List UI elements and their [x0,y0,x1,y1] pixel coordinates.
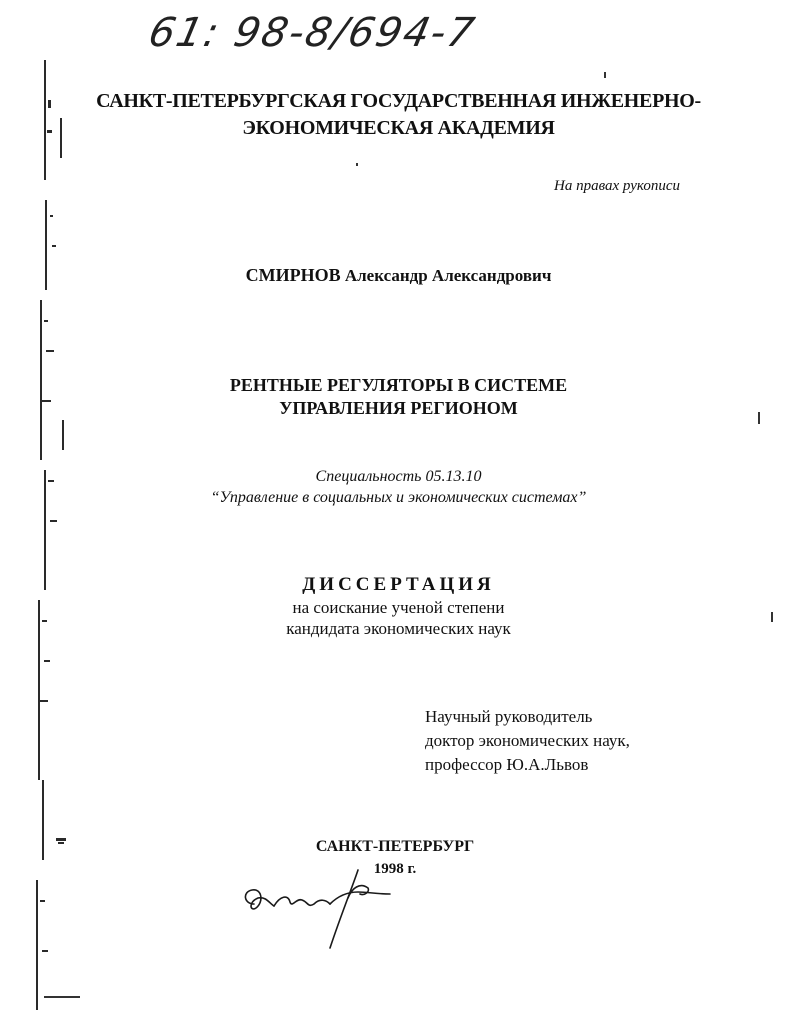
degree-line-1: на соискание ученой степени [292,598,505,617]
supervisor-line-2: доктор экономических наук, [425,731,630,750]
institution-line-1: САНКТ-ПЕТЕРБУРГСКАЯ ГОСУДАРСТВЕННАЯ ИНЖЕНЕРНО- [96,90,701,112]
institution-line-2: ЭКОНОМИЧЕСКАЯ АКАДЕМИЯ [242,117,555,139]
institution-name [60,88,737,142]
author-surname: СМИРНОВ [245,265,341,285]
year: 1998 г. [373,861,417,877]
title-line-2: УПРАВЛЕНИЯ РЕГИОНОМ [279,398,518,418]
specialty-code: Специальность 05.13.10 [315,468,482,485]
specialty-block [60,466,737,508]
supervisor-block [425,705,725,777]
degree-line-2: кандидата экономических наук [286,619,511,638]
scan-edge-artifact [0,0,72,1028]
city: САНКТ-ПЕТЕРБУРГ [315,838,475,855]
author-name [60,265,737,286]
handwritten-catalog-number: 61: 98-8/694-7 [144,10,480,56]
degree-block [60,597,737,639]
supervisor-line-3: профессор Ю.А.Львов [425,755,589,774]
specialty-name: “Управление в социальных и экономических системах” [210,489,587,506]
document-type: ДИССЕРТАЦИЯ [302,574,495,595]
author-given-names: Александр Александрович [344,266,552,285]
signature-image [240,868,420,950]
rights-note: На правах рукописи [554,178,680,194]
title-line-1: РЕНТНЫЕ РЕГУЛЯТОРЫ В СИСТЕМЕ [229,375,568,395]
supervisor-line-1: Научный руководитель [425,707,593,726]
dissertation-title [60,374,737,420]
